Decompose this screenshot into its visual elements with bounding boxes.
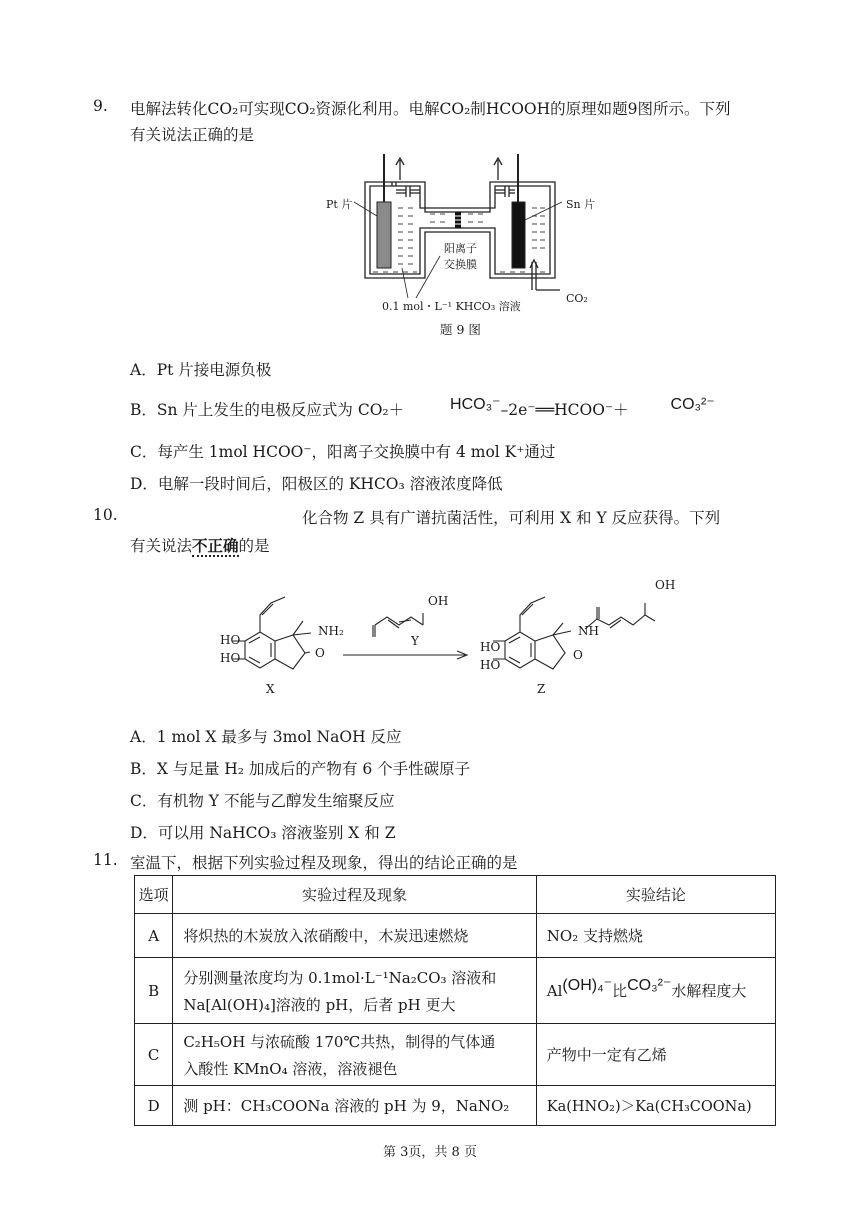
row-process-line: Na[Al(OH)₄]溶液的 pH，后者 pH 更大 (183, 995, 456, 1014)
z-carbonyl-oxygen: O (573, 648, 583, 662)
z-ho-top: HO (480, 640, 501, 654)
aluminate-ion: (OH)₄⁻ (562, 977, 613, 994)
row-process (173, 1024, 536, 1086)
sn-electrode-label: Sn 片 (566, 198, 596, 211)
row-conclusion: Ka(HNO₂)＞Ka(CH₃COONa) (536, 1086, 775, 1126)
q10-stem-line1: 化合物 Z 具有广谱抗菌活性，可利用 X 和 Y 反应获得。下列 (302, 509, 721, 527)
q9-option-b (130, 398, 715, 420)
row-option: A (135, 914, 173, 958)
concl-compare: 比 (612, 982, 628, 1000)
membrane-label-line1: 阳离子 (444, 242, 477, 255)
concl-suffix: 水解程度大 (671, 982, 747, 1000)
q9-number: 9. (93, 97, 108, 115)
x-amine-group: NH₂ (318, 624, 344, 638)
x-ho-top: HO (220, 633, 241, 647)
row-option: D (135, 1086, 173, 1126)
x-ho-bottom: HO (220, 651, 241, 665)
y-compound-label: Y (411, 634, 419, 648)
row-process: 将炽热的木炭放入浓硝酸中，木炭迅速燃烧 (173, 914, 536, 958)
row-process-line: 入酸性 KMnO₄ 溶液，溶液褪色 (183, 1059, 398, 1078)
q10-stem-line2 (130, 534, 270, 556)
x-carbonyl-oxygen: O (315, 646, 325, 660)
co2-inlet-label: CO₂ (566, 292, 588, 305)
figure-caption: 题 9 图 (440, 322, 481, 337)
row-conclusion: 产物中一定有乙烯 (536, 1024, 775, 1086)
q11-stem: 室温下，根据下列实验过程及现象，得出的结论正确的是 (130, 854, 518, 872)
pt-electrode-label: Pt 片 (326, 198, 353, 211)
row-process-line: 分别测量浓度均为 0.1mol·L⁻¹Na₂CO₃ 溶液和 (183, 968, 497, 987)
table-row (135, 958, 776, 1024)
carbonate-ion: CO₃²⁻ (627, 977, 672, 994)
table-row (135, 914, 776, 958)
row-option: B (135, 958, 173, 1024)
q9-option-d: D．电解一段时间后，阳极区的 KHCO₃ 溶液浓度降低 (130, 475, 503, 493)
q9-stem-line1: 电解法转化CO₂可实现CO₂资源化利用。电解CO₂制HCOOH的原理如题9图所示。下列 (130, 100, 731, 118)
q10-number: 10. (93, 506, 118, 524)
q9-stem-line2: 有关说法正确的是 (130, 126, 255, 144)
z-amide-nh: NH (578, 624, 599, 638)
q10-option-a: A．1 mol X 最多与 3mol NaOH 反应 (130, 728, 402, 746)
row-process-line: C₂H₅OH 与浓硫酸 170℃共热，制得的气体通 (183, 1032, 496, 1051)
q9-option-c: C．每产生 1mol HCOO⁻，阳离子交换膜中有 4 mol K⁺通过 (130, 443, 556, 461)
row-option: C (135, 1024, 173, 1086)
q10-option-b: B．X 与足量 H₂ 加成后的产物有 6 个手性碳原子 (130, 760, 471, 778)
row-process: 测 pH：CH₃COONa 溶液的 pH 为 9，NaNO₂ (173, 1086, 536, 1126)
q10-option-c: C．有机物 Y 不能与乙醇发生缩聚反应 (130, 792, 395, 810)
solution-label: 0.1 mol・L⁻¹ KHCO₃ 溶液 (382, 300, 521, 313)
q11-number: 11. (93, 851, 118, 869)
q10-option-d: D．可以用 NaHCO₃ 溶液鉴别 X 和 Z (130, 824, 396, 842)
q9-option-b-mid: –2e⁻══HCOO⁻＋ (500, 401, 629, 419)
table-header-row (135, 876, 776, 914)
header-option: 选项 (135, 876, 173, 914)
membrane-label-line2: 交换膜 (444, 258, 477, 271)
row-process (173, 958, 536, 1024)
z-hydroxyl: OH (655, 578, 676, 592)
bicarbonate-ion: HCO₃⁻ (450, 396, 501, 413)
row-conclusion: NO₂ 支持燃烧 (536, 914, 775, 958)
y-hydroxyl: OH (428, 594, 449, 608)
z-ho-bottom: HO (480, 658, 501, 672)
header-process: 实验过程及现象 (173, 876, 536, 914)
table-row (135, 1024, 776, 1086)
emphasis-not-correct: 不正确 (192, 537, 239, 555)
q10-stem-post: 的是 (238, 537, 270, 555)
experiment-table (134, 875, 776, 1126)
x-compound-label: X (266, 682, 275, 696)
table-row (135, 1086, 776, 1126)
z-compound-label: Z (537, 682, 546, 696)
carbonate-ion: CO₃²⁻ (670, 396, 715, 413)
reaction-scheme (215, 575, 705, 695)
row-conclusion (536, 958, 775, 1024)
page-footer: 第 3页，共 8 页 (383, 1145, 477, 1160)
q10-stem-pre: 有关说法 (130, 537, 193, 555)
q9-option-a: A．Pt 片接电源负极 (130, 361, 272, 379)
header-conclusion: 实验结论 (536, 876, 775, 914)
q9-option-b-text: B．Sn 片上发生的电极反应式为 CO₂＋ (130, 401, 405, 419)
concl-al: Al (546, 982, 563, 1000)
